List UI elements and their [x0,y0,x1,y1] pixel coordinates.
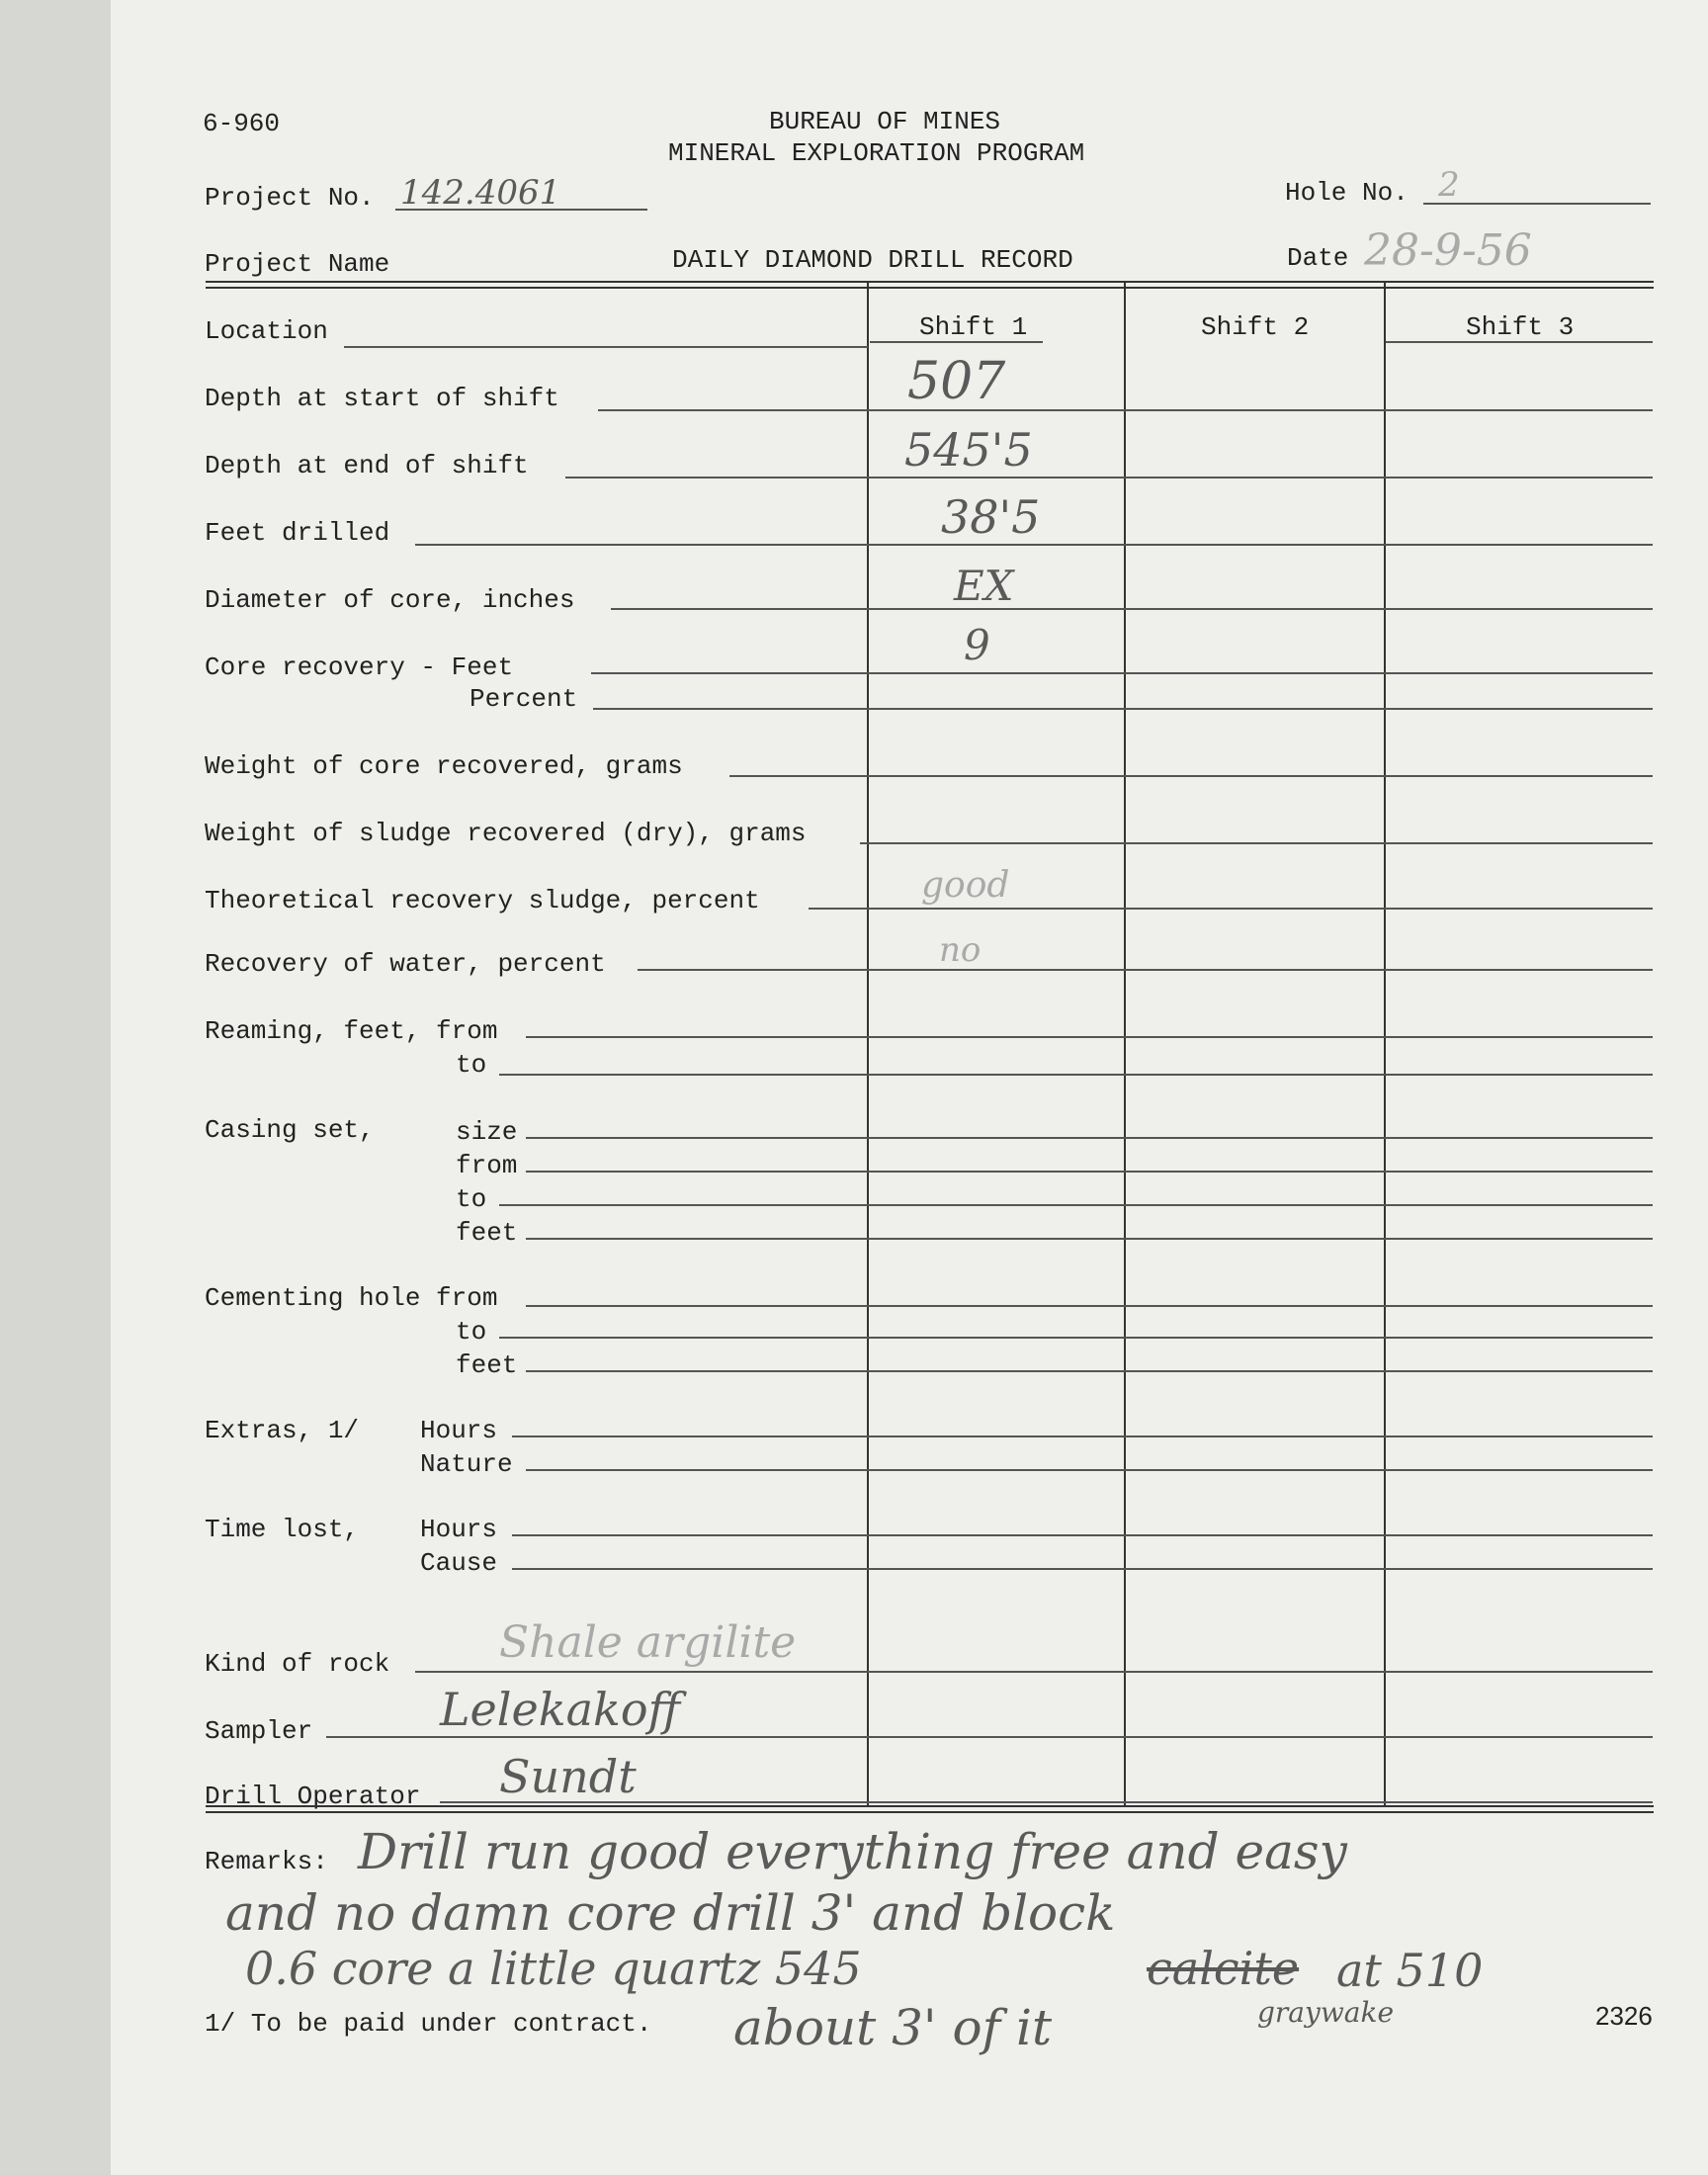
date-value: 28-9-56 [1364,225,1532,276]
reaming-to-label: to [456,1050,487,1080]
theoretical-value: good [921,865,1010,906]
cementing-to-line [499,1337,1653,1339]
depth-start-line [598,409,1653,411]
cementing-label: Cementing hole from [205,1283,498,1313]
drill-operator-label: Drill Operator [205,1782,421,1811]
time-lost-hours-line [512,1534,1653,1536]
remarks-line-2: and no damn core drill 3' and block [225,1884,1116,1942]
weight-core-line [729,775,1653,777]
time-lost-cause-label: Cause [420,1548,498,1578]
reaming-label: Reaming, feet, from [205,1016,498,1046]
column-header-shift-3: Shift 3 [1466,312,1575,342]
project-no-label: Project No. [205,183,375,213]
location-label: Location [205,316,328,346]
kind-of-rock-label: Kind of rock [205,1649,390,1679]
bottom-rule-2 [206,1811,1654,1813]
extras-nature-line [526,1469,1653,1471]
column-header-shift-1: Shift 1 [919,312,1028,342]
remarks-line-4: about 3' of it [733,1999,1053,2056]
casing-to-label: to [456,1184,487,1214]
reaming-to-line [499,1074,1653,1076]
time-lost-hours-label: Hours [420,1515,498,1544]
percent-line [593,708,1653,710]
column-header-shift-2: Shift 2 [1201,312,1310,342]
remarks-line-3b: calcite [1147,1942,1300,1995]
depth-start-label: Depth at start of shift [205,384,559,413]
hole-no-value: 2 [1438,165,1460,205]
percent-label: Percent [470,684,578,714]
top-rule-2 [206,287,1654,289]
casing-size-label: size [456,1117,518,1147]
diameter-line [611,608,1653,610]
record-title: DAILY DIAMOND DRILL RECORD [672,245,1073,275]
shift1-header-line [870,341,1043,343]
feet-drilled-value: 38'5 [941,490,1041,544]
time-lost-cause-line [512,1568,1653,1570]
extras-nature-label: Nature [420,1449,513,1479]
diameter-label: Diameter of core, inches [205,585,575,615]
theoretical-line [809,908,1653,910]
remarks-line-3c: at 510 [1336,1944,1484,1997]
water-value: no [939,930,982,970]
column-divider-2 [1124,283,1126,1805]
page-number: 2326 [1595,2001,1653,2031]
remarks-note: graywake [1257,1996,1395,2029]
form-number: 6-960 [203,109,281,138]
bottom-rule-1 [206,1805,1654,1807]
casing-from-label: from [456,1151,518,1180]
cementing-feet-label: feet [456,1350,518,1380]
kind-of-rock-line [415,1671,1653,1673]
water-line [638,969,1653,971]
extras-hours-line [512,1436,1653,1437]
depth-end-line [565,477,1653,478]
casing-to-line [499,1204,1653,1206]
shift3-header-line [1386,341,1653,343]
casing-size-line [526,1137,1653,1139]
scan-left-margin [0,0,111,2175]
weight-sludge-label: Weight of sludge recovered (dry), grams [205,819,807,848]
depth-end-label: Depth at end of shift [205,451,529,480]
weight-sludge-line [860,842,1653,844]
cementing-from-line [526,1305,1653,1307]
casing-feet-line [526,1238,1653,1240]
column-divider-3 [1384,283,1386,1805]
casing-feet-label: feet [456,1218,518,1248]
casing-label: Casing set, [205,1115,375,1145]
top-rule-1 [206,281,1654,283]
sampler-value: Lelekakoff [440,1683,681,1736]
kind-of-rock-value: Shale argilite [499,1617,797,1668]
hole-no-label: Hole No. [1285,178,1409,208]
column-divider-1 [867,283,869,1805]
weight-core-label: Weight of core recovered, grams [205,751,683,781]
diameter-value: EX [954,562,1014,610]
sampler-line [326,1736,1653,1738]
core-recovery-feet-line [591,672,1653,674]
project-no-value: 142.4061 [400,173,561,213]
agency-title: BUREAU OF MINES [769,107,1001,136]
theoretical-label: Theoretical recovery sludge, percent [205,886,760,915]
remarks-label: Remarks: [205,1847,328,1876]
time-lost-label: Time lost, [205,1515,360,1544]
depth-start-value: 507 [907,352,1006,411]
water-label: Recovery of water, percent [205,949,606,979]
core-recovery-label: Core recovery - Feet [205,652,514,682]
reaming-from-line [526,1036,1653,1038]
remarks-line-1: Drill run good everything free and easy [358,1823,1347,1880]
core-recovery-value: 9 [964,621,990,669]
program-title: MINERAL EXPLORATION PROGRAM [668,138,1085,168]
remarks-line-3a: 0.6 core a little quartz 545 [245,1942,862,1995]
cementing-to-label: to [456,1317,487,1347]
footnote: 1/ To be paid under contract. [205,2009,652,2039]
sampler-label: Sampler [205,1716,313,1746]
location-line [344,346,868,348]
cementing-feet-line [526,1370,1653,1372]
casing-from-line [526,1171,1653,1173]
feet-drilled-label: Feet drilled [205,518,390,548]
extras-label: Extras, 1/ [205,1416,360,1445]
drill-operator-value: Sundt [499,1750,637,1803]
depth-end-value: 545'5 [904,423,1033,477]
extras-hours-label: Hours [420,1416,498,1445]
project-name-label: Project Name [205,249,390,279]
date-label: Date [1287,243,1349,273]
feet-drilled-line [415,544,1653,546]
